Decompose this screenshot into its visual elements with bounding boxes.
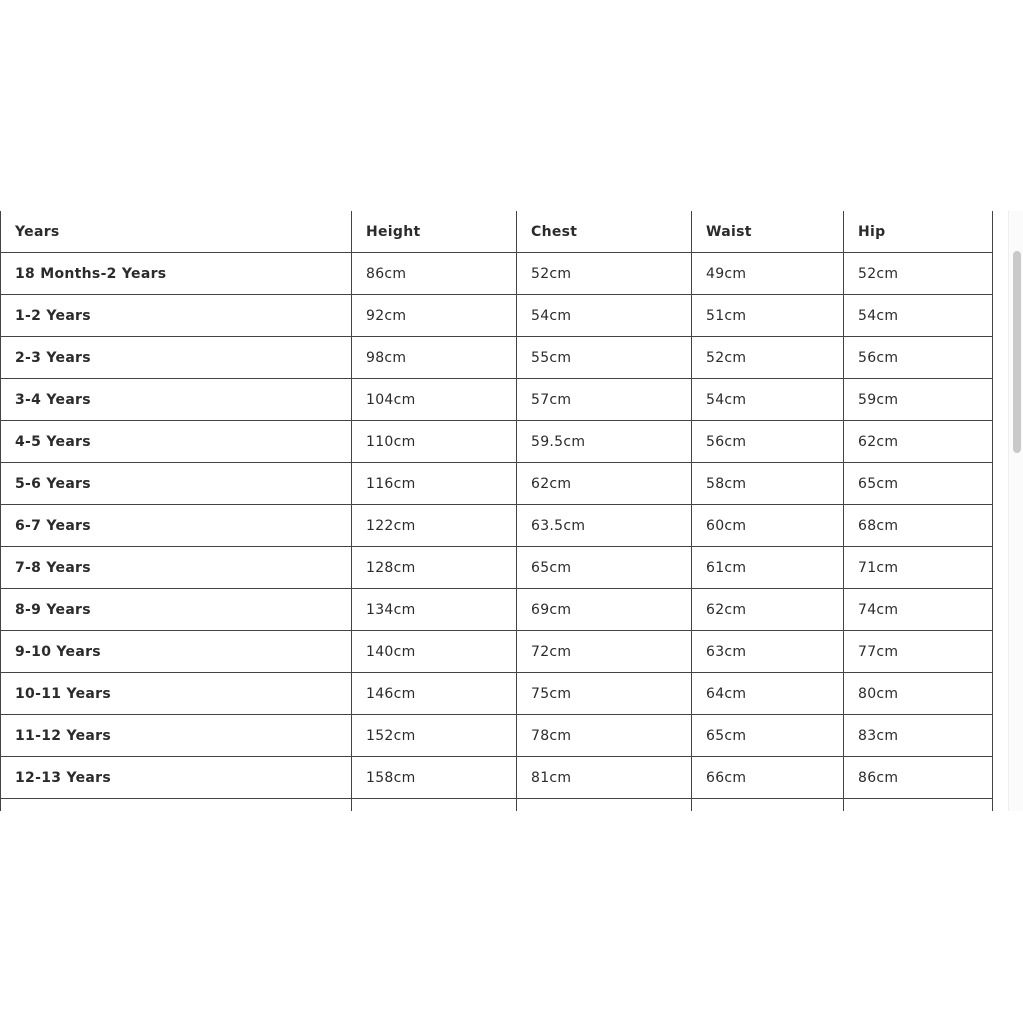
cell-waist: 65cm <box>692 715 844 757</box>
cell-height <box>352 799 517 812</box>
cell-hip: 77cm <box>844 631 993 673</box>
cell-chest: 81cm <box>517 757 692 799</box>
cell-waist <box>692 799 844 812</box>
table-row <box>1 505 993 547</box>
cell-hip: 80cm <box>844 673 993 715</box>
table-row <box>1 337 993 379</box>
size-chart-table <box>0 211 993 811</box>
cell-hip: 68cm <box>844 505 993 547</box>
table-row <box>1 673 993 715</box>
cell-chest: 54cm <box>517 295 692 337</box>
cell-years: 6-7 Years <box>1 505 352 547</box>
size-chart-scroll-area[interactable] <box>0 211 1023 811</box>
cell-waist: 66cm <box>692 757 844 799</box>
cell-years: 9-10 Years <box>1 631 352 673</box>
table-row <box>1 379 993 421</box>
cell-waist: 51cm <box>692 295 844 337</box>
cell-height: 86cm <box>352 253 517 295</box>
cell-hip <box>844 799 993 812</box>
cell-hip: 54cm <box>844 295 993 337</box>
cell-waist: 56cm <box>692 421 844 463</box>
cell-height: 134cm <box>352 589 517 631</box>
cell-height: 146cm <box>352 673 517 715</box>
cell-hip: 59cm <box>844 379 993 421</box>
table-row <box>1 715 993 757</box>
cell-years: 5-6 Years <box>1 463 352 505</box>
cell-chest: 72cm <box>517 631 692 673</box>
cell-chest: 78cm <box>517 715 692 757</box>
cell-chest: 63.5cm <box>517 505 692 547</box>
scrollbar-thumb[interactable] <box>1013 251 1021 453</box>
table-row <box>1 547 993 589</box>
cell-waist: 49cm <box>692 253 844 295</box>
cell-years: 7-8 Years <box>1 547 352 589</box>
cell-chest: 55cm <box>517 337 692 379</box>
cell-chest: 65cm <box>517 547 692 589</box>
cell-hip: 52cm <box>844 253 993 295</box>
table-row <box>1 295 993 337</box>
header-height: Height <box>352 211 517 253</box>
header-chest: Chest <box>517 211 692 253</box>
table-row <box>1 463 993 505</box>
cell-hip: 86cm <box>844 757 993 799</box>
cell-waist: 64cm <box>692 673 844 715</box>
header-years: Years <box>1 211 352 253</box>
cell-hip: 74cm <box>844 589 993 631</box>
cell-years: 2-3 Years <box>1 337 352 379</box>
cell-hip: 83cm <box>844 715 993 757</box>
cell-hip: 71cm <box>844 547 993 589</box>
table-row <box>1 631 993 673</box>
cell-waist: 63cm <box>692 631 844 673</box>
cell-height: 116cm <box>352 463 517 505</box>
cell-height: 110cm <box>352 421 517 463</box>
cell-hip: 65cm <box>844 463 993 505</box>
header-hip: Hip <box>844 211 993 253</box>
header-waist: Waist <box>692 211 844 253</box>
cell-chest: 52cm <box>517 253 692 295</box>
cell-height: 92cm <box>352 295 517 337</box>
cell-hip: 62cm <box>844 421 993 463</box>
table-header-row <box>1 211 993 253</box>
vertical-scrollbar[interactable] <box>1008 211 1023 811</box>
cell-chest: 69cm <box>517 589 692 631</box>
cell-years: 4-5 Years <box>1 421 352 463</box>
table-row <box>1 589 993 631</box>
cell-height: 128cm <box>352 547 517 589</box>
cell-waist: 52cm <box>692 337 844 379</box>
cell-chest: 75cm <box>517 673 692 715</box>
table-row <box>1 421 993 463</box>
cell-height: 158cm <box>352 757 517 799</box>
cell-waist: 54cm <box>692 379 844 421</box>
cell-years: 11-12 Years <box>1 715 352 757</box>
table-row <box>1 757 993 799</box>
cell-years: 10-11 Years <box>1 673 352 715</box>
cell-chest: 59.5cm <box>517 421 692 463</box>
cell-waist: 62cm <box>692 589 844 631</box>
table-row <box>1 799 993 812</box>
cell-height: 104cm <box>352 379 517 421</box>
cell-chest: 62cm <box>517 463 692 505</box>
cell-years <box>1 799 352 812</box>
cell-chest <box>517 799 692 812</box>
cell-waist: 60cm <box>692 505 844 547</box>
cell-years: 1-2 Years <box>1 295 352 337</box>
cell-years: 18 Months-2 Years <box>1 253 352 295</box>
cell-height: 152cm <box>352 715 517 757</box>
cell-waist: 58cm <box>692 463 844 505</box>
cell-hip: 56cm <box>844 337 993 379</box>
cell-years: 8-9 Years <box>1 589 352 631</box>
cell-height: 122cm <box>352 505 517 547</box>
cell-years: 3-4 Years <box>1 379 352 421</box>
cell-waist: 61cm <box>692 547 844 589</box>
cell-years: 12-13 Years <box>1 757 352 799</box>
cell-height: 140cm <box>352 631 517 673</box>
cell-height: 98cm <box>352 337 517 379</box>
table-row <box>1 253 993 295</box>
cell-chest: 57cm <box>517 379 692 421</box>
